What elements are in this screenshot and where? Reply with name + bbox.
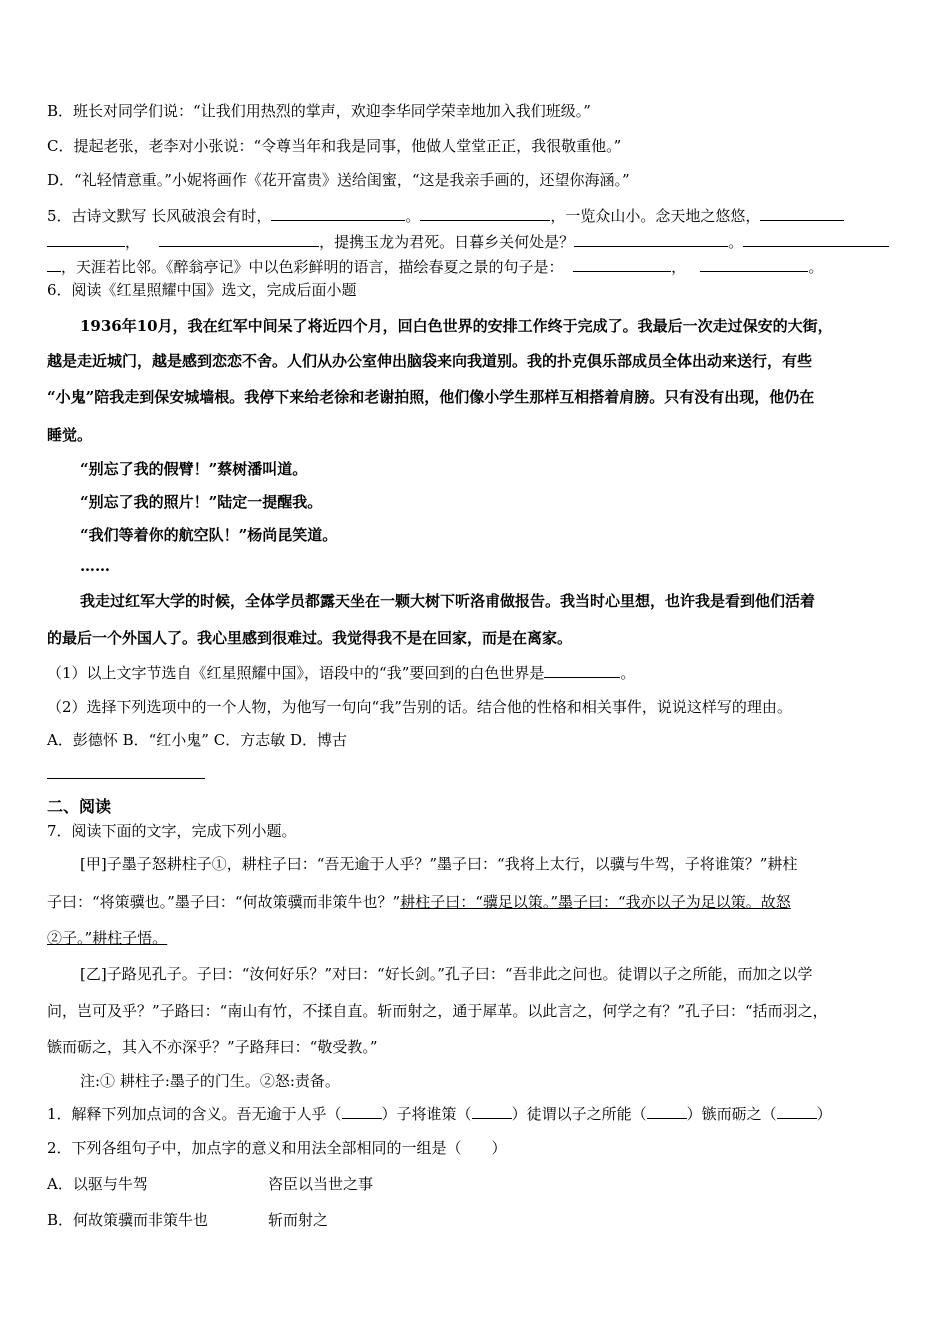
answer-blank[interactable] — [544, 662, 620, 678]
answer-blank[interactable] — [47, 231, 125, 247]
q6-subq-1-end: 。 — [620, 664, 636, 682]
answer-blank[interactable] — [342, 1104, 382, 1119]
answer-blank[interactable] — [700, 256, 808, 272]
answer-blank[interactable] — [47, 256, 61, 272]
subq-1-text: ）子将谁策（ — [381, 1105, 472, 1123]
subq-1 — [47, 1104, 832, 1124]
answer-blank[interactable] — [271, 205, 405, 221]
q4-option-c: C．提起老张，老李对小张说：“令尊当年和我是同事，他做人堂堂正正，我很敬重他。” — [47, 137, 622, 155]
underlined-sentence: 耕柱子曰：“骥足以策。”墨子曰：“我亦以子为足以策。故怒 — [400, 893, 791, 911]
q6-para1: 越是走近城门，越是感到恋恋不舍。人们从办公室伸出脑袋来向我道别。我的扑克俱乐部成员全体出动来送行，有些 — [47, 352, 813, 370]
subq-1-text: ） — [816, 1105, 832, 1123]
answer-line[interactable] — [47, 778, 205, 779]
q6-dialogue: “我们等着你的航空队！”杨尚昆笑道。 — [80, 526, 338, 544]
q4-option-b: B．班长对同学们说：“让我们用热烈的掌声，欢迎李华同学荣幸地加入我们班级。” — [47, 102, 591, 120]
q5-line-1 — [47, 205, 844, 226]
answer-blank[interactable] — [574, 231, 728, 247]
q6-para2: 的最后一个外国人了。我心里感到很难过。我觉得我不是在回家，而是在离家。 — [47, 629, 573, 647]
q6-ellipsis: …… — [80, 557, 110, 575]
passage-yi: 镞而砺之，其入不亦深乎？”子路拜曰：“敬受教。” — [47, 1038, 378, 1056]
passage-jia — [47, 892, 791, 912]
q5-text: ， — [671, 258, 687, 276]
subq-1-text: ）镞而砺之（ — [686, 1105, 777, 1123]
q6-subq-2: （2）选择下列选项中的一个人物，为他写一句向“我”告别的话。结合他的性格和相关事件，说说这样写的理由。 — [47, 698, 792, 716]
option-a-right: 咨臣以当世之事 — [268, 1175, 374, 1193]
q6-title: 6．阅读《红星照耀中国》选文，完成后面小题 — [47, 281, 357, 299]
q5-text: 5．古诗文默写 长风破浪会有时， — [47, 207, 272, 225]
q5-text: ，一览众山小。念天地之悠悠， — [550, 207, 761, 225]
footnote: 注:① 耕柱子:墨子的门生。②怒:责备。 — [80, 1072, 340, 1090]
passage-yi: [乙]子路见孔子。子曰：“汝何好乐？”对曰：“好长剑。”孔子曰：“吾非此之问也。徒谓以子之所能，而加之以学 — [80, 965, 813, 983]
answer-blank[interactable] — [420, 205, 550, 221]
q7-title: 7．阅读下面的文字，完成下列小题。 — [47, 822, 297, 840]
q6-dialogue: “别忘了我的照片！”陆定一提醒我。 — [80, 493, 323, 511]
q4-option-d: D．“礼轻情意重。”小妮将画作《花开富贵》送给闺蜜，“这是我亲手画的，还望你海涵。” — [47, 171, 630, 189]
subq-2: 2．下列各组句子中，加点字的意义和用法全部相同的一组是（ ） — [47, 1139, 507, 1157]
subq-1-text: 1．解释下列加点词的含义。吾无逾于人乎（ — [47, 1105, 342, 1123]
q5-text: ，天涯若比邻。《醉翁亭记》中以色彩鲜明的语言，描绘春夏之景的句子是： — [61, 258, 564, 276]
option-b-left: B．何故策骥而非策牛也 — [47, 1211, 209, 1229]
q6-para1: 睡觉。 — [47, 426, 93, 444]
subq-1-text: ）徒谓以子之所能（ — [511, 1105, 647, 1123]
section-heading: 二、阅读 — [47, 797, 112, 816]
answer-blank[interactable] — [743, 231, 889, 247]
option-b-right: 斩而射之 — [268, 1211, 329, 1229]
q6-subq-1-text: （1）以上文字节选自《红星照耀中国》，语段中的“我”要回到的白色世界是 — [47, 664, 545, 682]
q6-dialogue: “别忘了我的假臂！”蔡树潘叫道。 — [80, 460, 308, 478]
answer-blank[interactable] — [777, 1104, 817, 1119]
answer-blank[interactable] — [159, 231, 319, 247]
passage-yi: 问，岂可及乎？”子路曰：“南山有竹，不揉自直。斩而射之，通于犀革。以此言之，何学之有？”孔子曰：“括而羽之， — [47, 1002, 828, 1020]
underlined-sentence: ②子。”耕柱子悟。 — [47, 929, 168, 947]
passage-jia-text: 子曰：“将策骥也。”墨子曰：“何故策骥而非策牛也？” — [47, 893, 401, 911]
answer-blank[interactable] — [472, 1104, 512, 1119]
q6-options: A．彭德怀 B．“红小鬼” C．方志敏 D．博古 — [47, 731, 348, 749]
q6-subq-1 — [47, 662, 635, 683]
q5-line-2 — [47, 231, 889, 252]
q5-text: 。 — [728, 233, 744, 251]
answer-blank[interactable] — [647, 1104, 687, 1119]
q5-text: 。 — [405, 207, 421, 225]
option-a-left: A．以驱与牛驾 — [47, 1175, 148, 1193]
q5-text: ， — [125, 233, 141, 251]
q6-para1: 1936年10月，我在红军中间呆了将近四个月，回白色世界的安排工作终于完成了。我最后一次走过保安的大街， — [80, 317, 833, 335]
passage-jia: [甲]子墨子怒耕柱子①，耕柱子曰：“吾无逾于人乎？”墨子曰：“我将上太行，以骥与牛驾，子将谁策？”耕柱 — [80, 855, 798, 873]
q6-para1: “小鬼”陪我走到保安城墙根。我停下来给老徐和老谢拍照，他们像小学生那样互相搭着肩膀。只有没有出现，他仍在 — [47, 388, 815, 406]
q5-text: ，提携玉龙为君死。日暮乡关何处是？ — [319, 233, 575, 251]
q5-line-3: ，天涯若比邻。《醉翁亭记》中以色彩鲜明的语言，描绘春夏之景的句子是： ， 。 — [47, 256, 823, 277]
answer-blank[interactable] — [760, 205, 844, 221]
answer-blank[interactable] — [573, 256, 671, 272]
q6-para2: 我走过红军大学的时候，全体学员都露天坐在一颗大树下听洛甫做报告。我当时心里想，也许我是看到他们活着 — [80, 592, 816, 610]
